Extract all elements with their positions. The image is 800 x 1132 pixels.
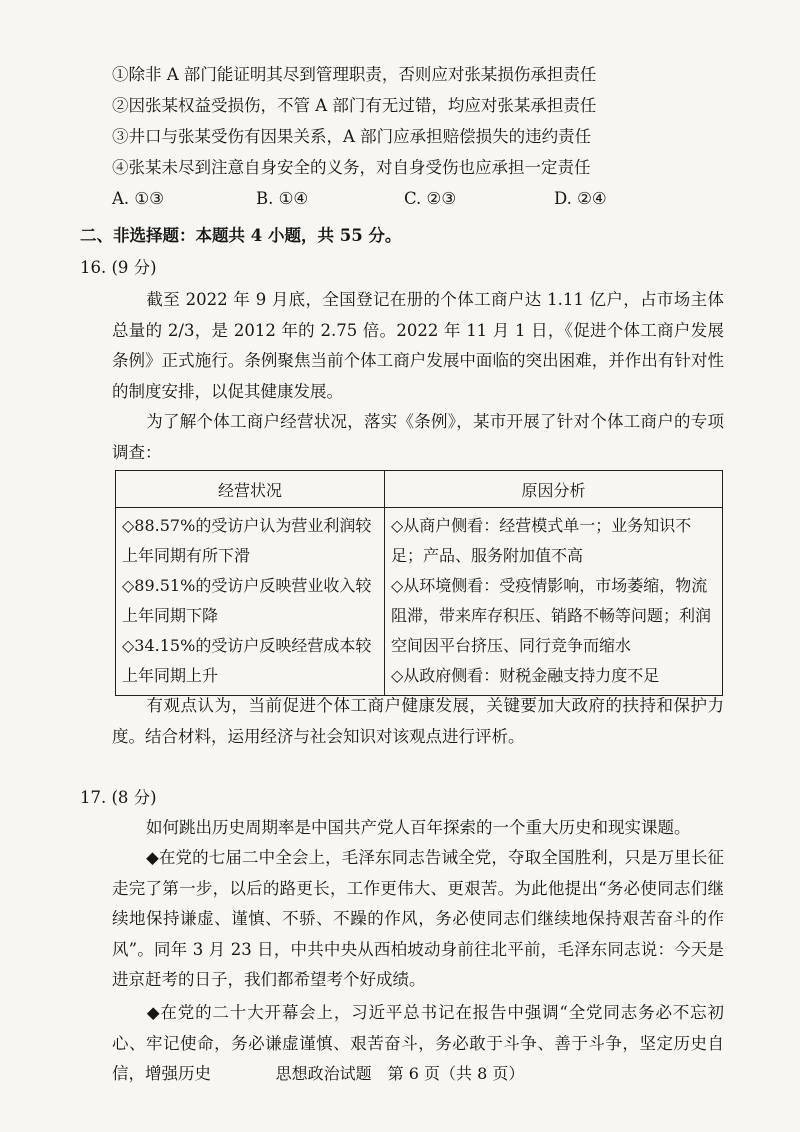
q16-paragraph-1 xyxy=(112,285,724,407)
page-footer: 思想政治试题 第 6 页（共 8 页） xyxy=(275,1064,525,1083)
q17-bullet-2-text: ◆在党的二十大开幕会上，习近平总书记在报告中强调“全党同志务必不忘初心、牢记使命，务必谦虚谨慎、艰苦奋斗，务必敢于斗争、善于斗争，坚定历史自信，增强历史 xyxy=(112,1003,724,1083)
q16-paragraph-2 xyxy=(112,407,724,468)
survey-table-header-row xyxy=(116,471,723,508)
analysis-item-3: ◇从政府侧看：财税金融支持力度不足 xyxy=(391,666,660,685)
statement-4: ④张某未尽到注意自身安全的义务，对自身受伤也应承担一定责任 xyxy=(112,158,591,177)
option-b: B. ①④ xyxy=(256,189,309,208)
statement-3: ③井口与张某受伤有因果关系，A 部门应承担赔偿损失的违约责任 xyxy=(112,127,592,146)
survey-header-status: 经营状况 xyxy=(116,471,385,508)
status-item-3: ◇34.15%的受访户反映经营成本较上年同期上升 xyxy=(122,636,372,685)
q16-paragraph-1-text: 截至 2022 年 9 月底，全国登记在册的个体工商户达 1.11 亿户，占市场主体总量的 2/3，是 2012 年的 2.75 倍。2022 年 11 月 1 日，《促进个体工商户发展条例》正式施行。条例聚焦当前个体工商户发展中面临的突出困难，并作出有针对性的制度安排，以促其健康发展。 xyxy=(112,290,724,401)
option-a: A. ①③ xyxy=(112,189,164,208)
q17-intro xyxy=(112,813,724,844)
q16-prompt xyxy=(112,691,724,752)
q16-paragraph-2-text: 为了解个体工商户经营状况，落实《条例》，某市开展了针对个体工商户的专项调查： xyxy=(112,412,724,462)
q17-bullet-1-text: ◆在党的七届二中全会上，毛泽东同志告诫全党，夺取全国胜利，只是万里长征走完了第一步，以后的路更长，工作更伟大、更艰苦。为此他提出“务必使同志们继续地保持谦虚、谨慎、不骄、不躁的作风，务必使同志们继续地保持艰苦奋斗的作风”。同年 3 月 23 日，中共中央从西柏坡动身前往北平前，毛泽东同志说：今天是进京赶考的日子，我们都希望考个好成绩。 xyxy=(112,848,724,989)
survey-analysis-cell xyxy=(385,508,723,696)
q16-prompt-text: 有观点认为，当前促进个体工商户健康发展，关键要加大政府的扶持和保护力度。结合材料，运用经济与社会知识对该观点进行评析。 xyxy=(112,696,724,746)
option-d: D. ②④ xyxy=(554,189,607,208)
q17-bullet-1 xyxy=(112,843,724,996)
analysis-item-1: ◇从商户侧看：经营模式单一；业务知识不足；产品、服务附加值不高 xyxy=(391,516,692,565)
option-c: C. ②③ xyxy=(404,189,457,208)
survey-table xyxy=(115,470,723,696)
statement-1: ①除非 A 部门能证明其尽到管理职责，否则应对张某损伤承担责任 xyxy=(112,65,597,84)
statement-2: ②因张某权益受损伤，不管 A 部门有无过错，均应对张某承担责任 xyxy=(112,96,597,115)
status-item-2: ◇89.51%的受访户反映营业收入较上年同期下降 xyxy=(122,576,372,625)
section-header: 二、非选择题：本题共 4 小题，共 55 分。 xyxy=(80,226,402,245)
survey-table-row xyxy=(116,508,723,696)
q16-number: 16. (9 分) xyxy=(80,258,157,277)
status-item-1: ◇88.57%的受访户认为营业利润较上年同期有所下滑 xyxy=(122,516,372,565)
survey-status-cell xyxy=(116,508,385,696)
analysis-item-2: ◇从环境侧看：受疫情影响，市场萎缩，物流阻滞，带来库存积压、销路不畅等问题；利润空间因平台挤压、同行竞争而缩水 xyxy=(391,576,712,655)
q17-number: 17. (8 分) xyxy=(80,788,157,807)
q17-intro-text: 如何跳出历史周期率是中国共产党人百年探索的一个重大历史和现实课题。 xyxy=(146,818,691,837)
survey-header-analysis: 原因分析 xyxy=(385,471,723,508)
